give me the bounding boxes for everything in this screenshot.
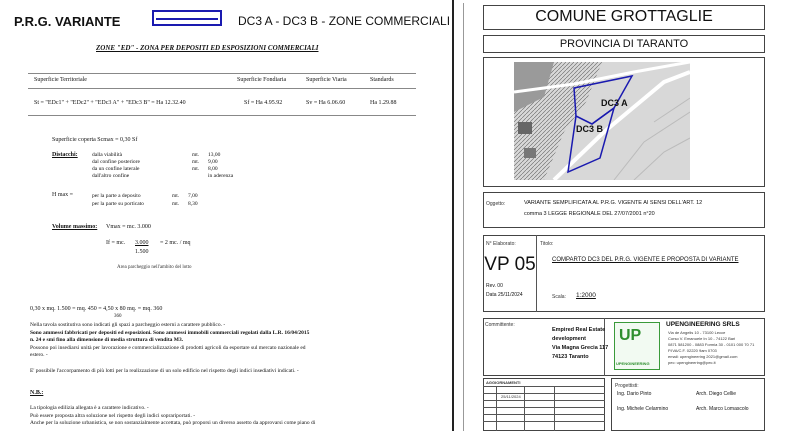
- committente-line: Via Magna Grecia 117: [552, 345, 609, 351]
- firm-line: 0871 581200 - 0883 Formia 30 - 0101 000 70 71: [668, 342, 755, 347]
- map-label-dc3a: DC3 A: [601, 98, 628, 108]
- formula-st: St = "EDc1" + "EDc2" + "EDc3 A" + "EDc3 B" = Ha 12.32.40: [34, 100, 186, 106]
- th-st: Superficie Territoriale: [34, 77, 87, 83]
- hmax-row: per la parte a deposito mt. 7,00: [92, 193, 198, 199]
- nb-line: Può essere proposta altra soluzione nel rispetto degli indici soprariportati. -: [30, 412, 196, 419]
- elaborato-label: N° Elaborato:: [486, 241, 516, 247]
- oggetto-line-2: comma 3 LEGGE REGIONALE DEL 27/07/2001 n°20: [524, 211, 655, 217]
- hmax-label: H max =: [52, 192, 74, 198]
- comune-title: COMUNE GROTTAGLIE: [535, 8, 713, 25]
- value-sv: Sv = Ha 6.06.60: [306, 100, 346, 106]
- progettisti-label: Progettisti:: [615, 383, 639, 389]
- titolo-label: Titolo:: [540, 241, 554, 247]
- zone-title: ZONE "ED" - ZONA PER DEPOSITI ED ESPOSIZIONI COMMERCIALI: [96, 44, 319, 52]
- committente-label: Committente:: [485, 322, 515, 328]
- firm-logo-mark: UP: [619, 327, 642, 344]
- variant-title: P.R.G. VARIANTE: [14, 14, 121, 29]
- distacchi-row: da un confine laterale mt. 8,00: [92, 166, 218, 172]
- progettista: Arch. Marco Lomascolo: [696, 406, 749, 412]
- title-sheet: [464, 0, 785, 431]
- legend-swatch: [152, 10, 222, 26]
- firm-logo: [614, 322, 660, 370]
- distacchi-row: dall'altro confine in aderenza: [92, 173, 234, 179]
- calc-denominator: 360: [114, 314, 122, 319]
- firm-line: email: upengineering 2021@gmail.com: [668, 354, 738, 359]
- distacchi-label: Distacchi:: [52, 152, 78, 158]
- titolo-text: COMPARTO DC3 DEL P.R.G. VIGENTE E PROPOSTA DI VARIANTE: [552, 257, 739, 263]
- rules-paragraph: [30, 322, 446, 360]
- nb-notes: [30, 405, 315, 428]
- coverage-text: Superficie coperta Scmax = 0,30 Sf: [52, 137, 138, 143]
- th-sv: Superficie Viaria: [306, 77, 347, 83]
- scala-value: 1:2000: [576, 292, 596, 299]
- rule-line: Nella tavola sostitutiva sono indicati gli spazi a parcheggio esterni a carattere pubblico. -: [30, 322, 226, 328]
- map-label-dc3b: DC3 B: [576, 124, 604, 134]
- rule-line: Sono ammessi fabbricati per depositi ed esposizioni. Sono ammessi immobili commerciali regolati dalla L.R. 16/04/2015: [30, 329, 310, 336]
- provincia-title: PROVINCIA DI TARANTO: [559, 38, 689, 50]
- firm-logo-caption: UPENGINEERING: [616, 361, 650, 366]
- parking-note: Area parcheggio nell'ambito del lotto: [117, 265, 192, 270]
- distacchi-row: dal confine posteriore mt. 9,00: [92, 159, 218, 165]
- value-sf: Sf = Ha 4.95.92: [244, 100, 283, 106]
- hmax-list: [92, 192, 198, 208]
- rule-line: n. 24 e smi fino alla dimensione di media struttura di vendita M3.: [30, 337, 184, 343]
- th-std: Standards: [370, 77, 394, 83]
- vmax-value: Vmax = mc. 3.000: [106, 224, 151, 230]
- site-map: [514, 62, 690, 180]
- scala-label: Scala:: [552, 294, 566, 300]
- committente-line: Empired Real Estate: [552, 327, 606, 333]
- progettista: Arch. Diego Cellie: [696, 391, 737, 397]
- committente-address: [552, 326, 608, 362]
- nb-line: Anche per la soluzione urbanistica, se non sostanzialmente accettata, può proporsi un diverso assetto da approvarsi come piano di: [30, 420, 316, 426]
- oggetto-box: [483, 192, 765, 228]
- firm-line: Corso V. Emanuele In 10 - 74122 Bari: [668, 336, 736, 341]
- distacchi-list: [92, 152, 233, 180]
- rule-line: estero. -: [30, 352, 48, 358]
- date: Data 25/11/2024: [486, 292, 523, 298]
- firm-line: Via de Angelis 10 - 73100 Lecce: [668, 330, 726, 335]
- oggetto-line-1: VARIANTE SEMPLIFICATA AL P.R.G. VIGENTE AI SENSI DELL'ART. 12: [524, 200, 703, 206]
- committente-line: 74123 Taranto: [552, 354, 589, 360]
- progettista: Ing. Dario Pinto: [617, 391, 652, 397]
- calc-line: 0,30 x mq. 1.500 = mq. 450 = 4,50 x 80 mq. = mq. 360: [30, 306, 163, 312]
- committente-line: development: [552, 336, 586, 342]
- revision: Rev. 00: [486, 283, 503, 289]
- accorpamento-note: E' possibile l'accorpamento di più lotti per la realizzazione di un solo edificio nel rispetto degli indici insediativi indicati. -: [30, 368, 299, 374]
- firm-name: UPENGINEERING SRLS: [666, 321, 740, 328]
- page-divider: [452, 0, 454, 431]
- rule-line: Possono poi insediarsi unità per lavorazione e commercializzazione di prodotti agricoli da esportare sul mercato nazionale ed: [30, 344, 306, 351]
- firm-line: P.IVA/C.F. 02220 9am 0703: [668, 348, 717, 353]
- firm-line: pec: upengineering@pec.it: [668, 360, 716, 365]
- distacchi-row: dalla viabilità mt. 13,00: [92, 152, 221, 158]
- legend-text: DC3 A - DC3 B - ZONE COMMERCIALI: [238, 14, 451, 28]
- progettista: Ing. Michele Celarmino: [617, 406, 669, 412]
- if-result: = 2 mc. / mq: [160, 240, 191, 246]
- nb-line: La tipologia edilizia allegata è a carattere indicativo. -: [30, 405, 149, 411]
- th-sf: Superficie Fondiaria: [237, 77, 287, 83]
- firm-contacts: [668, 330, 754, 366]
- value-std: Ha 1.29.88: [370, 100, 397, 106]
- volume-label: Volume massimo:: [52, 224, 98, 230]
- aggiornamenti-header: AGGIORNAMENTI: [486, 380, 521, 385]
- hmax-row: per la parte su porticato mt. 8,30: [92, 201, 198, 207]
- aggiornamenti-date: 25/11/2024: [501, 394, 521, 399]
- oggetto-label: Oggetto:: [486, 201, 506, 207]
- if-numerator: 3.000: [135, 240, 149, 246]
- nb-label: N.B.:: [30, 390, 44, 396]
- if-denominator: 1.500: [135, 249, 149, 255]
- elaborato-number: VP 05: [484, 254, 536, 275]
- if-label: If = mc.: [106, 240, 126, 246]
